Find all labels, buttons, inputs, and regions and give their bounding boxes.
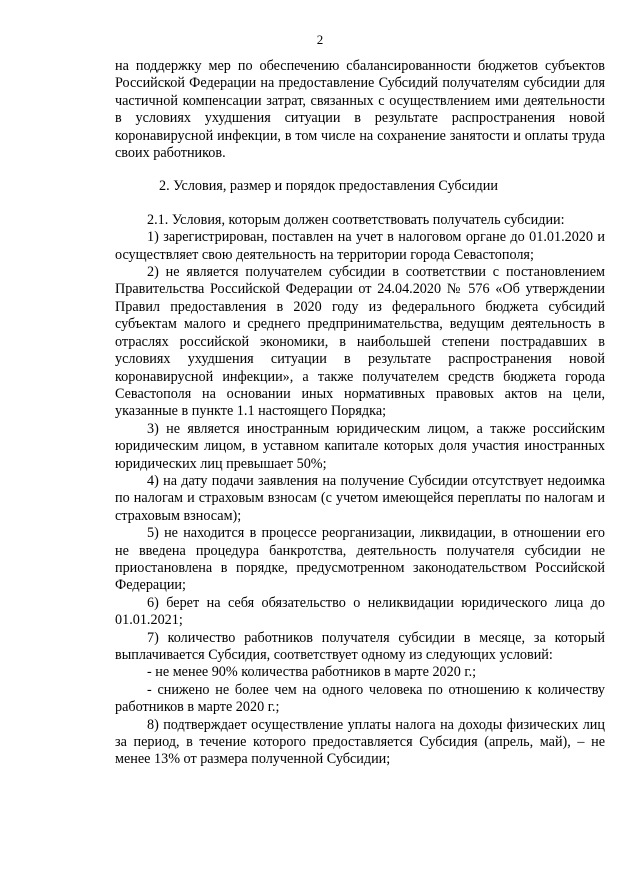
- page-number: 2: [316, 32, 324, 47]
- intro-paragraph: на поддержку мер по обеспечению сбалансированности бюджетов субъектов Российской Федерации на предоставление Субсидий получателям субсидии для частичной компенсации затрат, связанных с осуществлением ими деятельности в условиях ухудшения ситуации в результате распространения новой коронавирусной инфекции, в том числе на сохранение занятости и оплаты труда своих работников.: [115, 58, 605, 162]
- condition-7: 7) количество работников получателя субсидии в месяце, за который выплачивается Субсидия, соответствует одному из следующих условий:: [115, 629, 605, 663]
- condition-6: 6) берет на себя обязательство о неликвидации юридического лица до 01.01.2021;: [115, 594, 605, 629]
- condition-5: 5) не находится в процессе реорганизации, ликвидации, в отношении его не введена процедура банкротства, деятельность получателя субсидии не приостановлена в порядке, предусмотренном законодательством Российской Федерации;: [115, 525, 605, 594]
- section-heading: 2. Условия, размер и порядок предоставления Субсидии: [159, 178, 498, 195]
- condition-8: 8) подтверждает осуществление уплаты налога на доходы физических лиц за период, в течение которого предоставляется Субсидия (апрель, май), – не менее 13% от размера полученной Субсидии;: [115, 716, 605, 768]
- condition-2: 2) не является получателем субсидии в соответствии с постановлением Правительства Российской Федерации от 24.04.2020 № 576 «Об утверждении Правил предоставления в 2020 году из федерального бюджета субсидий субъектам малого и среднего предпринимательства, ведущим деятельность в отраслях российской экономики, в наибольшей степени пострадавших в условиях ухудшения ситуации в результате распространения новой коронавирусной инфекции», а также получателем средств бюджета города Севастополя на основании иных нормативных правовых актов на цели, указанные в пункте 1.1 настоящего Порядка;: [115, 264, 605, 420]
- condition-4: 4) на дату подачи заявления на получение Субсидии отсутствует недоимка по налогам и страховым взносам (с учетом имеющейся переплаты по налогам и страховым взносам);: [115, 472, 605, 524]
- sub-condition-1: - не менее 90% количества работников в марте 2020 г.;: [147, 664, 477, 681]
- condition-3: 3) не является иностранным юридическим лицом, а также российским юридическим лицом, в уставном капитале которых доля участия иностранных юридических лиц превышает 50%;: [115, 420, 605, 472]
- sub-condition-2: - снижено не более чем на одного человека по отношению к количеству работников в марте 2020 г.;: [115, 681, 605, 716]
- clause-2-1: 2.1. Условия, которым должен соответствовать получатель субсидии:: [147, 211, 565, 228]
- condition-1: 1) зарегистрирован, поставлен на учет в налоговом органе до 01.01.2020 и осуществляет свою деятельность на территории города Севастополя;: [115, 229, 605, 263]
- document-body: [115, 58, 605, 769]
